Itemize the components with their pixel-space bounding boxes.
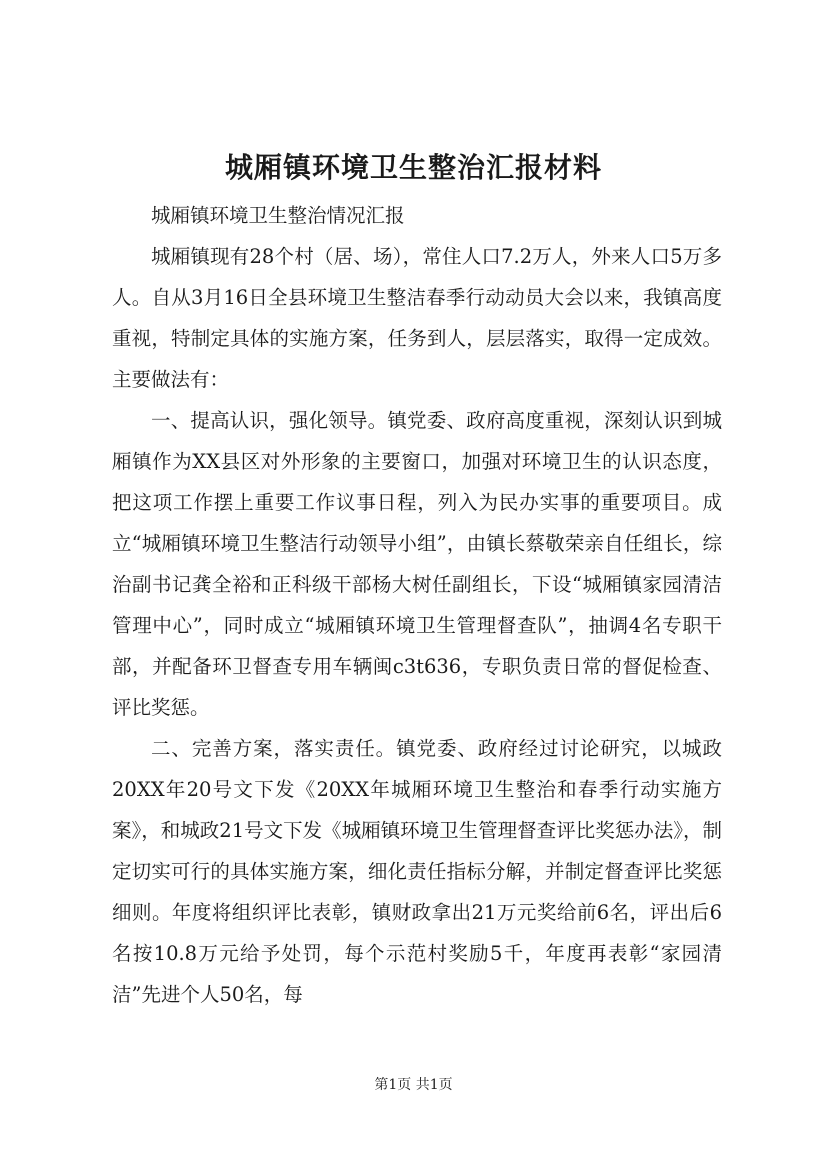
paragraph-section-2: 二、完善方案，落实责任。镇党委、政府经过讨论研究，以城政20XX年20号文下发《20XX年城厢环境卫生整治和春季行动实施方案》，和城政21号文下发《城厢镇环境卫生管理督查评比奖惩办法》，制定切实可行的具体实施方案，细化责任指标分解，并制定督查评比奖惩细则。年度将组织评比表彰，镇财政拿出21万元奖给前6名，评出后6名按10.8万元给予处罚，每个示范村奖励5千，年度再表彰“家园清洁”先进个人50名，每	[112, 737, 722, 1006]
document-body	[112, 195, 722, 1015]
paragraph-intro: 城厢镇现有28个村（居、场），常住人口7.2万人，外来人口5万多人。自从3月16日全县环境卫生整洁春季行动动员大会以来，我镇高度重视，特制定具体的实施方案，任务到人，层层落实，取得一定成效。主要做法有：	[112, 245, 722, 391]
document-title: 城厢镇环境卫生整治汇报材料	[224, 151, 602, 184]
page-footer: 第1页 共1页	[374, 1077, 453, 1093]
paragraph-section-1: 一、提高认识，强化领导。镇党委、政府高度重视，深刻认识到城厢镇作为XX县区对外形象的主要窗口，加强对环境卫生的认识态度，把这项工作摆上重要工作议事日程，列入为民办实事的重要项目。成立“城厢镇环境卫生整洁行动领导小组”，由镇长蔡敬荣亲自任组长，综治副书记龚全裕和正科级干部杨大树任副组长，下设“城厢镇家园清洁管理中心”，同时成立“城厢镇环境卫生管理督查队”，抽调4名专职干部，并配备环卫督查专用车辆闽c3t636，专职负责日常的督促检查、评比奖惩。	[112, 409, 722, 719]
document-subtitle: 城厢镇环境卫生整治情况汇报	[151, 204, 405, 227]
